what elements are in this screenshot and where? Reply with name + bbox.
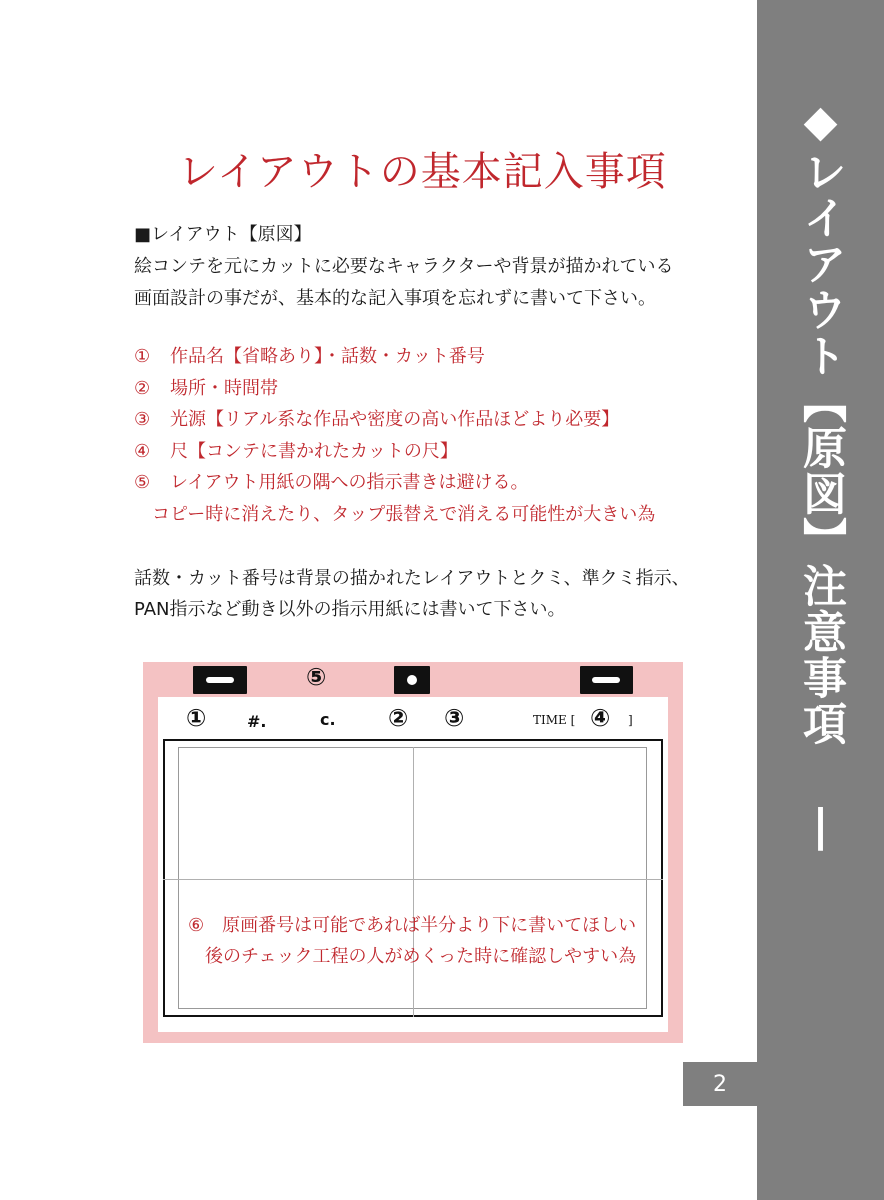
time-close-bracket: ] [628,713,633,727]
list-item-3 [134,404,619,436]
section-heading: ■レイアウト【原図】 [134,224,312,245]
list-item-text: レイアウト用紙の隅への指示書きは避ける。 [170,472,529,493]
sidebar-title: ◆レイアウト【原図】注意事項 | [795,96,846,853]
peg-hole-left [193,666,247,694]
center-guide-horizontal [163,879,663,880]
note-line-1: 話数・カット番号は背景の描かれたレイアウトとクミ、準クミ指示、 [134,568,690,589]
list-item-number: ① [134,346,151,367]
cut-label: c. [320,710,336,729]
note-6-line-2: 後のチェック工程の人がめくった時に確認しやすい為 [205,946,637,967]
note-line-2: PAN指示など動き以外の指示用紙には書いて下さい。 [134,599,566,620]
page-number: 2 [683,1062,757,1106]
marker-4: ④ [590,704,611,732]
list-item-5 [134,467,529,499]
episode-label: #. [247,712,267,731]
peg-hole-center [394,666,430,694]
list-item-text: 光源【リアル系な作品や密度の高い作品ほどより必要】 [170,409,620,430]
marker-2: ② [388,704,409,732]
marker-5: ⑤ [306,663,327,691]
time-label: TIME [ [533,713,576,727]
list-item-text: 尺【コンテに書かれたカットの尺】 [170,441,458,462]
list-item-1 [134,341,485,373]
list-item-5-continuation: コピー時に消えたり、タップ張替えで消える可能性が大きい為 [152,504,656,525]
list-item-4 [134,436,458,468]
intro-line-1: 絵コンテを元にカットに必要なキャラクターや背景が描かれている [134,256,674,277]
peg-hole-right [580,666,633,694]
list-item-text: 場所・時間帯 [170,378,278,399]
center-guide-vertical [413,747,414,1017]
list-item-number: ② [134,378,151,399]
page-title: レイアウトの基本記入事項 [178,149,667,195]
list-item-2 [134,373,278,405]
marker-1: ① [186,704,207,732]
list-item-number: ④ [134,441,151,462]
note-6-line-1: ⑥ 原画番号は可能であれば半分より下に書いてほしい [188,915,637,936]
sidebar [757,0,884,1200]
marker-3: ③ [444,704,465,732]
list-item-number: ③ [134,409,151,430]
list-item-text: 作品名【省略あり】・話数・カット番号 [170,346,485,367]
intro-line-2: 画面設計の事だが、基本的な記入事項を忘れずに書いて下さい。 [134,288,656,309]
list-item-number: ⑤ [134,472,151,493]
